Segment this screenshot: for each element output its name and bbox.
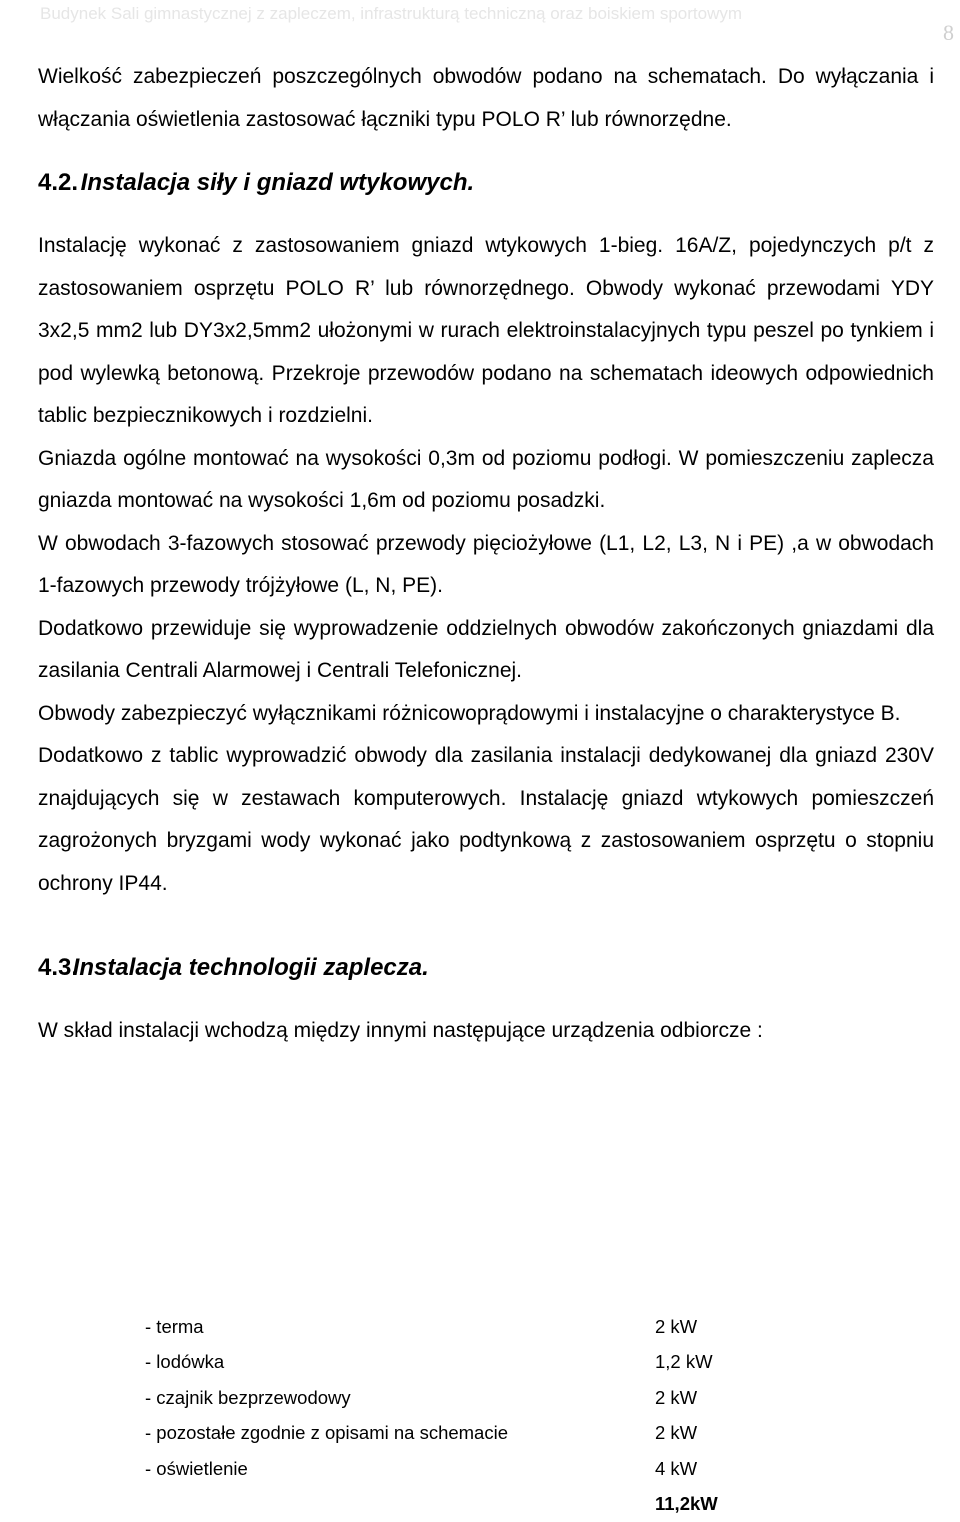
section-number: 4.2. [38,162,74,204]
section-heading-4-2 [38,162,934,204]
total-label-cell [145,1487,655,1522]
device-power: 2 kW [655,1380,775,1416]
section-heading-4-3 [38,947,934,989]
table-row [145,1451,775,1487]
devices-intro: W skład instalacji wchodzą między innymi następujące urządzenia odbiorcze : [38,1010,934,1053]
devices-table [145,1309,775,1522]
device-power: 4 kW [655,1451,775,1487]
device-name: - lodówka [145,1345,655,1381]
section-number: 4.3. [38,947,66,989]
device-power: 2 kW [655,1416,775,1452]
device-name: - oświetlenie [145,1451,655,1487]
paragraph-protection: Obwody zabezpieczyć wyłącznikami różnicowoprądowymi i instalacyjne o charakterystyce B. [38,693,934,736]
paragraph-socket-height: Gniazda ogólne montować na wysokości 0,3m od poziomu podłogi. W pomieszczeniu zaplecza gniazda montować na wysokości 1,6m od poziomu posadzki. [38,438,934,523]
device-name: - terma [145,1309,655,1345]
section-title: Instalacja siły i gniazd wtykowych. [81,169,474,196]
intro-paragraph: Wielkość zabezpieczeń poszczególnych obwodów podano na schematach. Do wyłączania i włączania oświetlenia zastosować łączniki typu POLO R’ lub równorzędne. [38,56,934,141]
paragraph-three-phase: W obwodach 3-fazowych stosować przewody pięciożyłowe (L1, L2, L3, N i PE) ,a w obwodach 1-fazowych przewody trójżyłowe (L, N, PE). [38,523,934,608]
paragraph-dedicated-circuits: Dodatkowo z tablic wyprowadzić obwody dla zasilania instalacji dedykowanej dla gniazd 230V znajdujących się w zestawach komputerowych. Instalację gniazd wtykowych pomieszczeń zagrożonych bryzgami wody wykonać jako podtynkową z zastosowaniem osprzętu o stopniu ochrony IP44. [38,735,934,905]
device-name: - pozostałe zgodnie z opisami na schemacie [145,1416,655,1452]
paragraph-installation: Instalację wykonać z zastosowaniem gniazd wtykowych 1-bieg. 16A/Z, pojedynczych p/t z zastosowaniem osprzętu POLO R’ lub równorzędnego. Obwody wykonać przewodami YDY 3x2,5 mm2 lub DY3x2,5mm2 ułożonymi w rurach elektroinstalacyjnych typu peszel po tynkiem i pod wylewką betonową. Przekroje przewodów podano na schematach ideowych odpowiednich tablic bezpiecznikowych i rozdzielni. [38,225,934,438]
document-body [38,56,934,1053]
paragraph-additional-circuits: Dodatkowo przewiduje się wyprowadzenie oddzielnych obwodów zakończonych gniazdami dla zasilania Centrali Alarmowej i Centrali Telefonicznej. [38,608,934,693]
page-number: 8 [943,20,954,46]
running-header: Budynek Sali gimnastycznej z zapleczem, infrastrukturą techniczną oraz boiskiem sportowym [40,4,900,24]
device-power: 1,2 kW [655,1345,775,1381]
device-name: - czajnik bezprzewodowy [145,1380,655,1416]
total-row [145,1487,775,1522]
total-power: 11,2kW [655,1487,775,1522]
section-title: Instalacja technologii zaplecza. [73,954,429,981]
table-row [145,1309,775,1345]
table-row [145,1416,775,1452]
table-row [145,1345,775,1381]
device-power: 2 kW [655,1309,775,1345]
table-row [145,1380,775,1416]
